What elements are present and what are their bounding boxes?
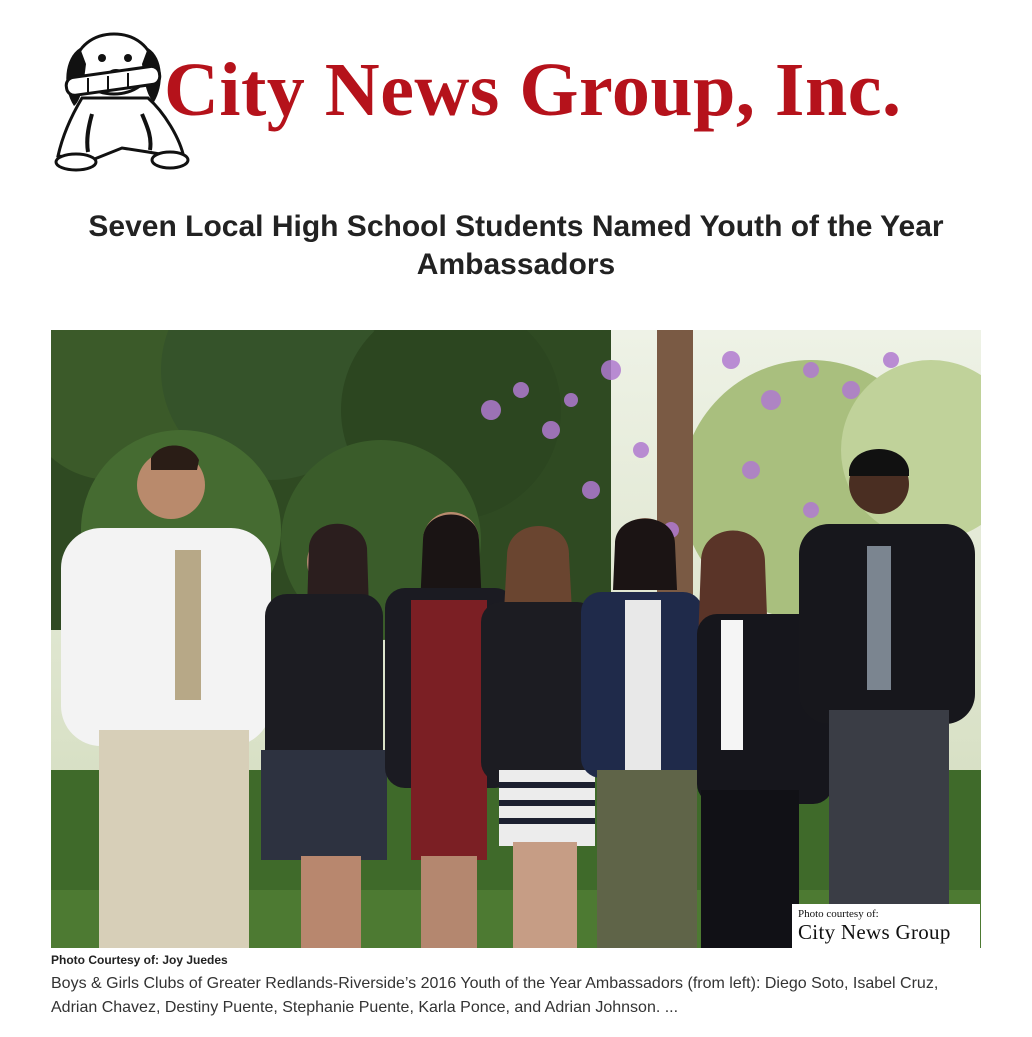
article-photo bbox=[51, 330, 981, 948]
watermark-small-text: Photo courtesy of: bbox=[798, 908, 879, 920]
photo-credit: Photo Courtesy of: Joy Juedes bbox=[51, 953, 228, 967]
photo-watermark bbox=[792, 904, 980, 948]
article-headline: Seven Local High School Students Named Youth of the Year Ambassadors bbox=[88, 210, 944, 281]
watermark-brand-text: City News Group bbox=[798, 920, 951, 944]
photo-caption: Boys & Girls Clubs of Greater Redlands-Riverside’s 2016 Youth of the Year Ambassadors (from left): Diego Soto, Isabel Cruz, Adrian Chavez, Destiny Puente, Stephanie Puente, Karla Ponce, and Adrian Johnson. ... bbox=[51, 975, 939, 1016]
masthead bbox=[52, 28, 982, 174]
brand-name[interactable]: City News Group, Inc. bbox=[164, 48, 902, 132]
